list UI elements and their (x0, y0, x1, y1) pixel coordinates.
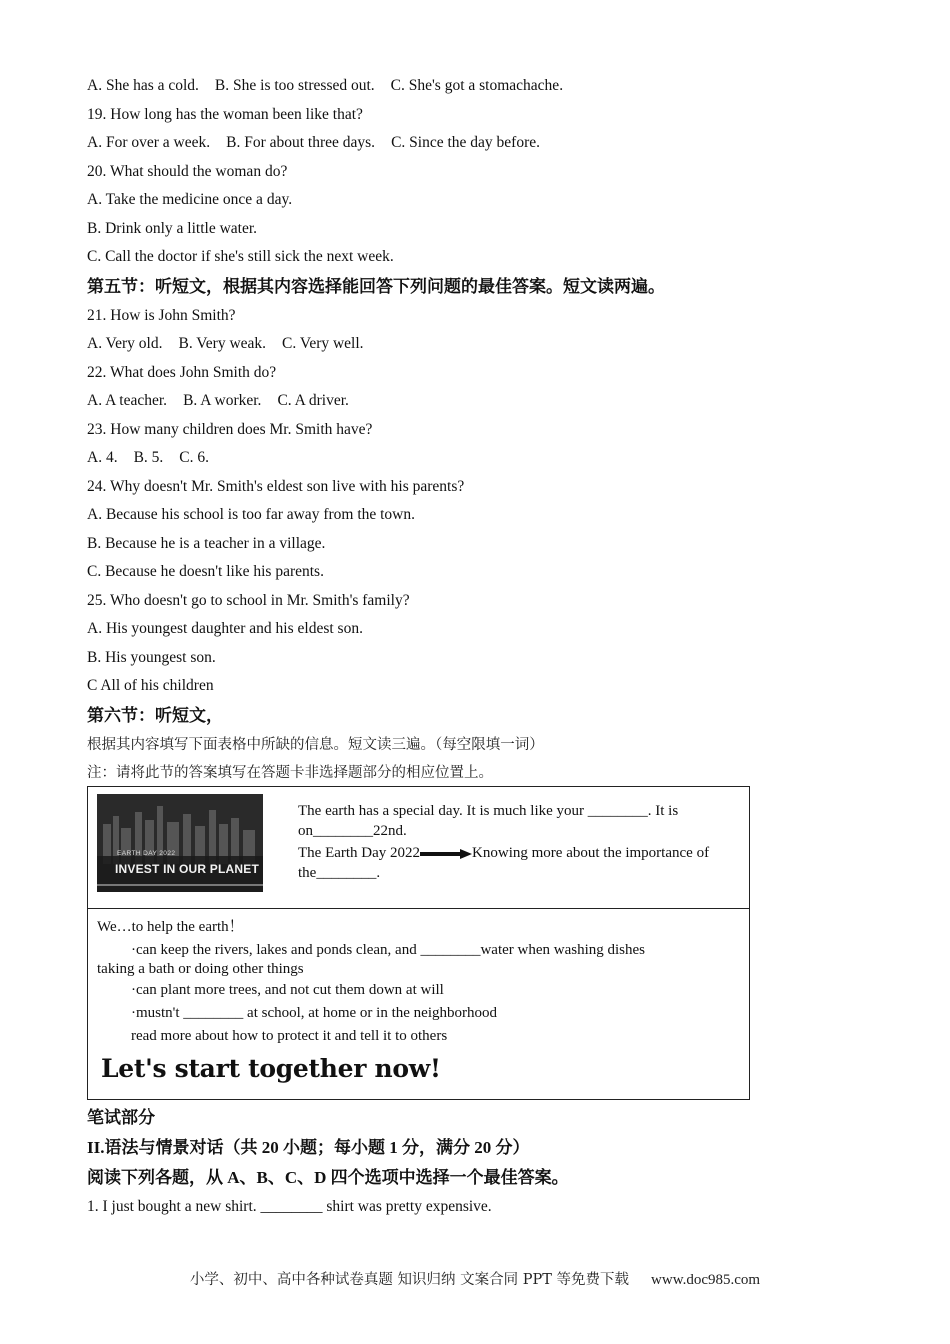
body-heading: We…to help the earth！ (97, 919, 244, 935)
line-part: C All of his children (87, 677, 214, 694)
text-line (87, 473, 767, 502)
text-line (87, 387, 767, 416)
line-part: C. Very well. (282, 335, 364, 352)
line-part: A. Because his school is too far away from the town. (87, 506, 416, 523)
text-line (87, 444, 767, 473)
text-line (87, 644, 767, 673)
intro-text (298, 801, 743, 883)
line-part: 24. Why doesn't Mr. Smith's eldest son live with his parents? (87, 477, 465, 495)
slogan: Let's start together now! (101, 1054, 441, 1083)
body-item-1 (97, 941, 749, 979)
line-part: A. For over a week. (87, 134, 211, 151)
intro-para-1: The earth has a special day. It is much like your ________. It is on________22nd. (298, 803, 679, 839)
body-item-1-line-a: ·can keep the rivers, lakes and ponds clean, and ________water when washing dishes (131, 942, 646, 958)
written-title: 笔试部分 (87, 1108, 155, 1127)
line-part: B. 5. (133, 449, 164, 466)
line-part: B. A worker. (183, 392, 262, 409)
text-line (87, 101, 767, 130)
line-part: 25. Who doesn't go to school in Mr. Smith's family? (87, 591, 410, 609)
section-6-instruction: 根据其内容填写下面表格中所缺的信息。短文读三遍。（每空限填一词） (87, 736, 544, 753)
poster-title: INVEST IN OUR PLANET (115, 862, 260, 876)
poster-small-text: EARTH DAY 2022 (117, 850, 176, 857)
text-line (87, 359, 767, 388)
body-item-3: ·mustn't ________ at school, at home or in the neighborhood (131, 1005, 497, 1021)
line-part: A. 4. (87, 449, 118, 466)
line-part: B. Because he is a teacher in a village. (87, 534, 326, 552)
text-line (87, 186, 767, 215)
text-line (87, 243, 767, 272)
body-item-1-line-b: taking a bath or doing other things (97, 961, 304, 977)
footer-url[interactable]: www.doc985.com (651, 1272, 761, 1288)
text-line (87, 587, 767, 616)
line-part: B. Drink only a little water. (87, 219, 258, 237)
line-part: A. Very old. (87, 335, 163, 352)
text-line (87, 129, 767, 158)
text-line (87, 330, 767, 359)
line-part: B. She is too stressed out. (214, 77, 375, 94)
line-part: 21. How is John Smith? (87, 306, 236, 324)
line-part: C. She's got a stomachache. (390, 77, 564, 94)
line-part: 19. How long has the woman been like that? (87, 105, 363, 123)
body-item-4: read more about how to protect it and tell it to others (131, 1028, 448, 1044)
intro-para-2 (298, 843, 743, 883)
section-6-title: 第六节：听短文， (87, 705, 223, 725)
text-line (87, 416, 767, 445)
text-line (87, 215, 767, 244)
earth-day-table (87, 786, 750, 1100)
text-line (87, 158, 767, 187)
text-line (87, 302, 767, 331)
line-part: B. His youngest son. (87, 648, 216, 666)
table-body-row (88, 909, 749, 1083)
table-header-row (88, 787, 749, 909)
text-line (87, 615, 767, 644)
section-6-note: 注：请将此节的答案填写在答题卡非选择题部分的相应位置上。 (87, 765, 493, 781)
footer-text: 小学、初中、高中各种试卷真题 知识归纳 文案合同 PPT 等免费下载 (189, 1272, 630, 1288)
city-skyline-image (97, 794, 263, 892)
line-part: A. His youngest daughter and his eldest son. (87, 620, 363, 637)
part-2-title: II.语法与情景对话（共 20 小题；每小题 1 分，满分 20 分） (87, 1138, 530, 1157)
line-part: 20. What should the woman do? (87, 162, 288, 180)
section-5-title: 第五节：听短文，根据其内容选择能回答下列问题的最佳答案。短文读两遍。 (87, 276, 665, 296)
intro-para-2-right: Knowing more about the importance of the________. (298, 845, 710, 881)
line-part: 22. What does John Smith do? (87, 363, 277, 381)
line-part: A. She has a cold. (87, 77, 199, 94)
question-list (87, 72, 767, 788)
intro-para-2-left: The Earth Day 2022 (298, 845, 421, 861)
earth-day-poster (97, 794, 263, 892)
line-part: A. Take the medicine once a day. (87, 191, 293, 208)
line-part: C. Since the day before. (391, 134, 540, 151)
line-part: A. A teacher. (87, 392, 168, 409)
text-line (87, 672, 767, 701)
line-part: B. Very weak. (178, 335, 267, 352)
text-line (87, 558, 767, 587)
text-line (87, 501, 767, 530)
part-2-instruction: 阅读下列各题，从 A、B、C、D 四个选项中选择一个最佳答案。 (87, 1168, 569, 1187)
written-section (87, 1103, 787, 1222)
text-line (87, 72, 767, 101)
line-part: C. Call the doctor if she's still sick the next week. (87, 248, 394, 265)
line-part: C. A driver. (277, 392, 349, 409)
page-footer (0, 1268, 950, 1289)
line-part: C. Because he doesn't like his parents. (87, 563, 324, 580)
line-part: C. 6. (179, 449, 210, 466)
text-line (87, 530, 767, 559)
body-item-2: ·can plant more trees, and not cut them down at will (131, 982, 444, 998)
right-arrow-icon (420, 849, 472, 859)
line-part: B. For about three days. (226, 134, 376, 151)
question-1: 1. I just bought a new shirt. ________ shirt was pretty expensive. (87, 1198, 492, 1215)
line-part: 23. How many children does Mr. Smith have? (87, 420, 373, 438)
